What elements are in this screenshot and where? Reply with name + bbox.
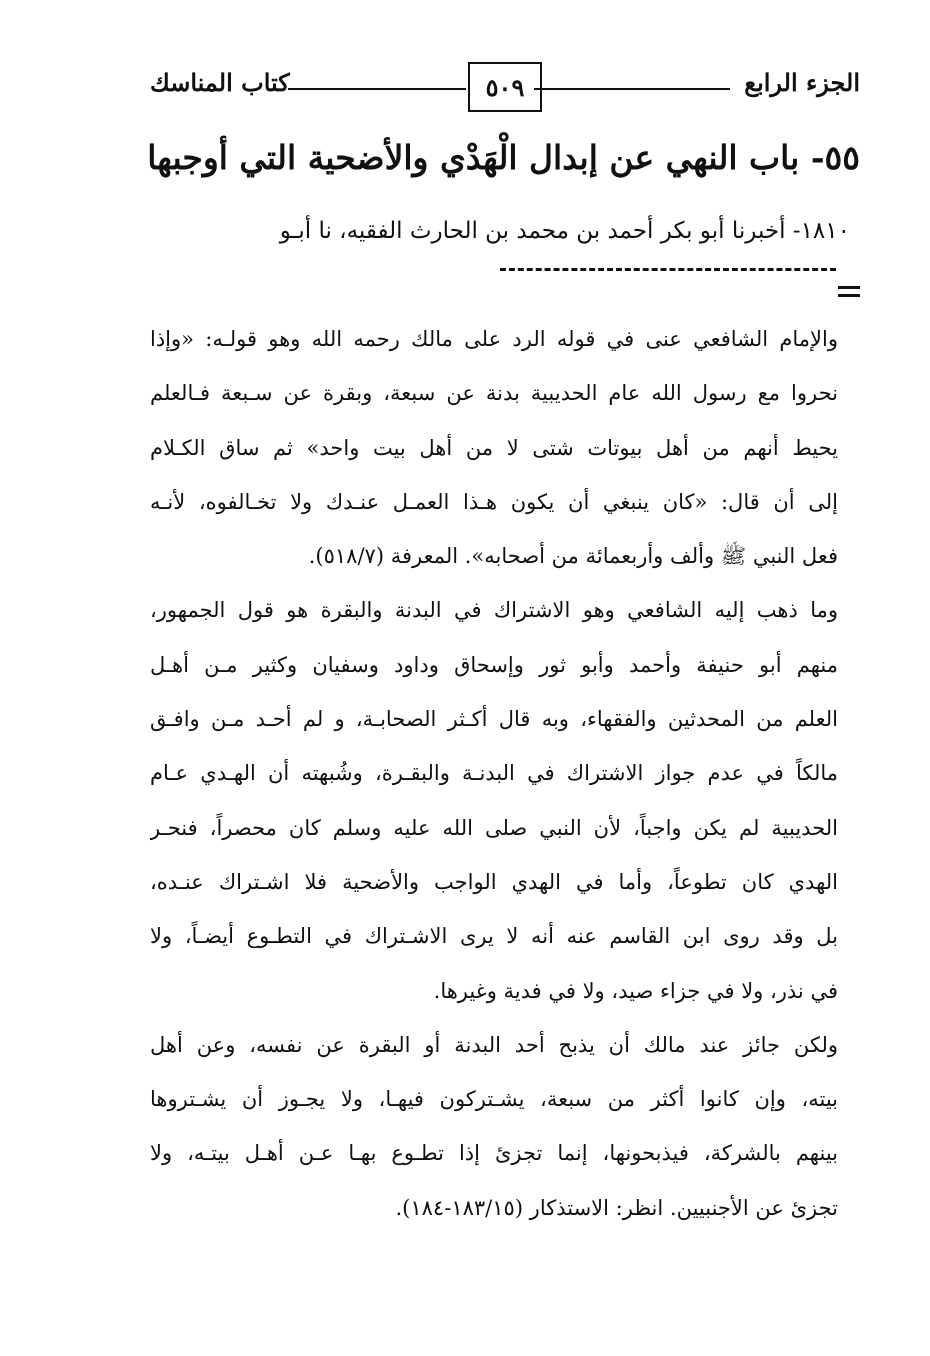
footnote-line: مالكاً في عدم جواز الاشتراك في البدنـة والبقـرة، وشُبهته أن الهـدي عـام bbox=[150, 761, 838, 786]
header-book-title: كتاب المناسك bbox=[150, 68, 290, 97]
footnote-line: إلى أن قال: «كان ينبغي أن يكون هـذا العمـل عنـدك ولا تخـالفوه، لأنـه bbox=[150, 489, 838, 514]
header-volume: الجزء الرابع bbox=[744, 68, 860, 97]
footnote-line: والإمام الشافعي عنى في قوله الرد على مالك رحمه الله وهو قولـه: «وإذا bbox=[150, 327, 838, 351]
footnote-line: يحيط أنهم من أهل بيوتات شتى لا من أهل بيت واحد» ثم ساق الكـلام bbox=[150, 435, 838, 460]
header-rule-right bbox=[534, 88, 730, 90]
footnote-line: نحروا مع رسول الله عام الحديبية بدنة عن سبعة، وبقرة عن سـبعة فـالعلم bbox=[150, 381, 838, 406]
footnote-line: بينهم بالشركة، فيذبحونها، إنما تجزئ إذا تطـوع بهـا عـن أهـل بيتـه، ولا bbox=[150, 1141, 838, 1166]
footnote-line: العلم من المحدثين والفقهاء، وبه قال أكـثر الصحابـة، و لم أحـد مـن وافـق bbox=[150, 707, 838, 732]
footnote-line: الهدي كان تطوعاً، وأما في الهدي الواجب والأضحية فلا اشـتراك عنـده، bbox=[150, 869, 838, 894]
footnote-line: تجزئ عن الأجنبيين. انظر: الاستذكار (١٨٣/١٥-١٨٤). bbox=[395, 1195, 838, 1220]
footnote-body bbox=[150, 318, 838, 1241]
double-rule-bottom bbox=[838, 294, 860, 297]
footnote-line: بيته، وإن كانوا أكثر من سبعة، يشـتركون فيهـا، ولا يجـوز أن يشـتروها bbox=[150, 1087, 838, 1112]
footnote-line: منهم أبو حنيفة وأحمد وأبو ثور وإسحاق وداود وسفيان وكثير مـن أهـل bbox=[150, 652, 838, 677]
footnote-line: فعل النبي ﷺ وألف وأربعمائة من أصحابه». المعرفة (٥١٨/٧). bbox=[308, 544, 838, 569]
running-header bbox=[150, 60, 860, 116]
page-number: ٥٠٩ bbox=[485, 72, 525, 102]
footnote-line: بل وقد روى ابن القاسم عنه أنه لا يرى الاشـتراك في التطـوع أيضـاً، ولا bbox=[150, 924, 838, 949]
header-rule-left bbox=[288, 88, 466, 90]
hadith-line: ١٨١٠- أخبرنا أبو بكر أحمد بن محمد بن الحارث الفقيه، نا أبـو bbox=[279, 218, 850, 244]
page-number-box bbox=[468, 62, 542, 112]
footnote-line: في نذر، ولا في جزاء صيد، ولا في فدية وغيرها. bbox=[433, 978, 838, 1003]
footnote-line: وما ذهب إليه الشافعي وهو الاشتراك في البدنة والبقرة هو قول الجمهور، bbox=[150, 598, 838, 623]
footnote-line: الحديبية لم يكن واجباً، لأن النبي صلى الله عليه وسلم كان محصراً، فنحـر bbox=[150, 815, 838, 840]
dashed-separator bbox=[500, 268, 836, 271]
footnote-line: ولكن جائز عند مالك أن يذبح أحد البدنة أو البقرة عن نفسه، وعن أهل bbox=[150, 1032, 838, 1057]
double-rule-top bbox=[838, 286, 860, 289]
chapter-title: ٥٥- باب النهي عن إبدال الْهَدْي والأضحية التي أوجبها bbox=[147, 138, 860, 177]
